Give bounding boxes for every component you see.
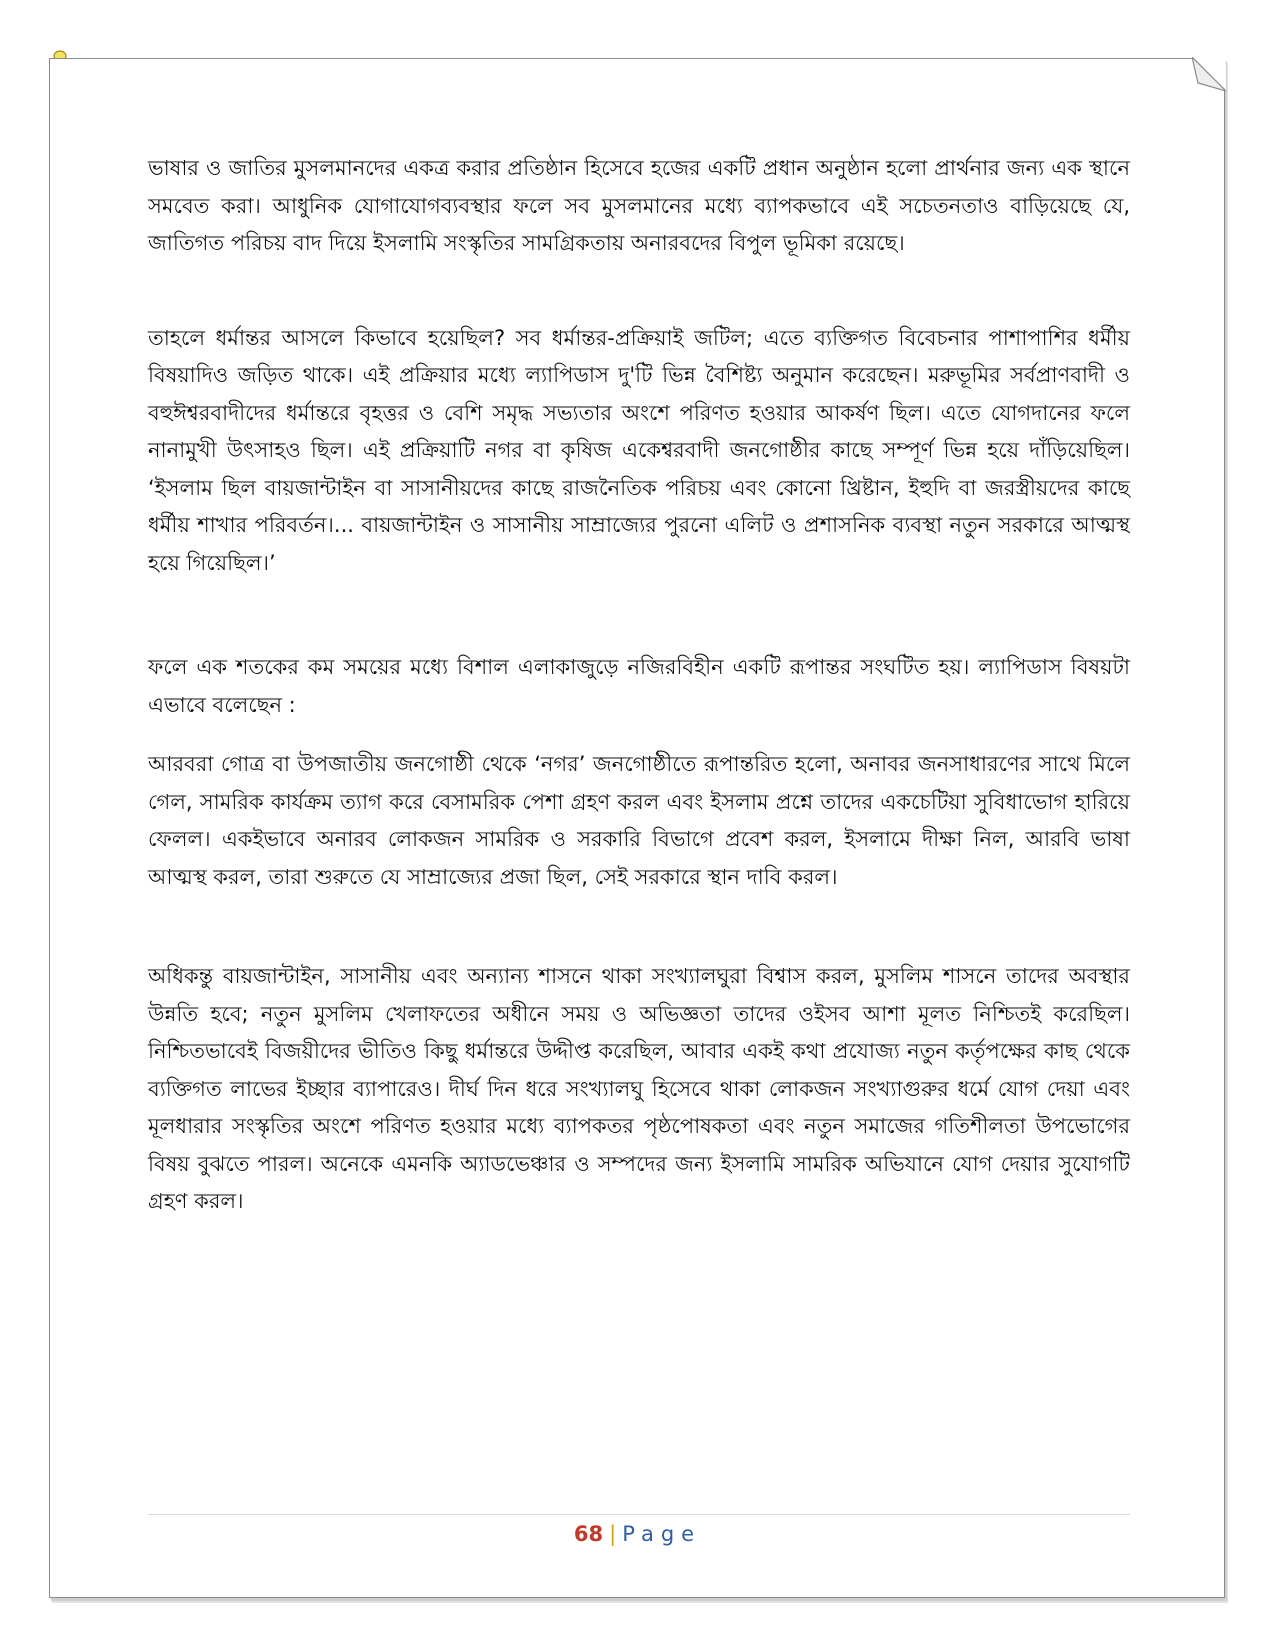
document-body — [148, 140, 1130, 1221]
paragraph: ফলে এক শতকের কম সময়ের মধ্যে বিশাল এলাকাজুড়ে নজিরবিহীন একটি রূপান্তর সংঘটিত হয়। ল্যাপিডাস বিষয়টা এভাবে বলেছেন : — [148, 655, 1130, 717]
page-number: 68 — [573, 1522, 604, 1546]
page-footer — [0, 1522, 1275, 1546]
paragraph: অধিকন্তু বায়জান্টাইন, সাসানীয় এবং অন্যান্য শাসনে থাকা সংখ্যালঘুরা বিশ্বাস করল, মুসলিম শাসনে তাদের অবস্থার উন্নতি হবে; নতুন মুসলিম খেলাফতের অধীনে সময় ও অভিজ্ঞতা তাদের ওইসব আশা মূলত নিশ্চিতই করেছিল। নিশ্চিতভাবেই বিজয়ীদের ভীতিও কিছু ধর্মান্তরে উদ্দীপ্ত করেছিল, আবার একই কথা প্রযোজ্য নতুন কর্তৃপক্ষের কাছ থেকে ব্যক্তিগত লাভের ইচ্ছার ব্যাপারেও। দীর্ঘ দিন ধরে সংখ্যালঘু হিসেবে থাকা লোকজন সংখ্যাগুরুর ধর্মে যোগ দেয়া এবং মূলধারার সংস্কৃতির অংশে পরিণত হওয়ার মধ্যে ব্যাপকতর পৃষ্ঠপোষকতা এবং নতুন সমাজের গতিশীলতা উপভোগের বিষয় বুঝতে পারল। অনেকে এমনকি অ্যাডভেঞ্চার ও সম্পদের জন্য ইসলামি সামরিক অভিযানে যোগ দেয়ার সুযোগটি গ্রহণ করল। — [148, 964, 1130, 1213]
paragraph: ভাষার ও জাতির মুসলমানদের একত্র করার প্রতিষ্ঠান হিসেবে হজের একটি প্রধান অনুষ্ঠান হলো প্রার্থনার জন্য এক স্থানে সমবেত করা। আধুনিক যোগাযোগব্যবস্থার ফলে সব মুসলমানের মধ্যে ব্যাপকভাবে এই সচেতনতাও বাড়িয়েছে যে, জাতিগত পরিচয় বাদ দিয়ে ইসলামি সংস্কৃতির সামগ্রিকতায় অনারবদের বিপুল ভূমিকা রয়েছে। — [148, 156, 1130, 255]
paragraph: তাহলে ধর্মান্তর আসলে কিভাবে হয়েছিল? সব ধর্মান্তর-প্রক্রিয়াই জটিল; এতে ব্যক্তিগত বিবেচনার পাশাপাশির ধর্মীয় বিষয়াদিও জড়িত থাকে। এই প্রক্রিয়ার মধ্যে ল্যাপিডাস দু'টি ভিন্ন বৈশিষ্ট্য অনুমান করেছেন। মরুভূমির সর্বপ্রাণবাদী ও বহুঈশ্বরবাদীদের ধর্মান্তরে বৃহত্তর ও বেশি সমৃদ্ধ সভ্যতার অংশে পরিণত হওয়ার আকর্ষণ ছিল। এতে যোগদানের ফলে নানামুখী উৎসাহও ছিল। এই প্রক্রিয়াটি নগর বা কৃষিজ একেশ্বরবাদী জনগোষ্ঠীর কাছে সম্পূর্ণ ভিন্ন হয়ে দাঁড়িয়েছিল। ‘ইসলাম ছিল বায়জান্টাইন বা সাসানীয়দের কাছে রাজনৈতিক পরিচয় এবং কোনো খ্রিষ্টান, ইহুদি বা জরস্ত্রীয়দের কাছে ধর্মীয় শাখার পরিবর্তন।... বায়জান্টাইন ও সাসানীয় সাম্রাজ্যের পুরনো এলিট ও প্রশাসনিক ব্যবস্থা নতুন সরকারে আত্মস্থ হয়ে গিয়েছিল।’ — [148, 325, 1130, 575]
footer-divider — [148, 1514, 1130, 1515]
block-quote: আরবরা গোত্র বা উপজাতীয় জনগোষ্ঠী থেকে ‘নগর’ জনগোষ্ঠীতে রূপান্তরিত হলো, অনাবর জনসাধারণের সাথে মিলে গেল, সামরিক কার্যক্রম ত্যাগ করে বেসামরিক পেশা গ্রহণ করল এবং ইসলাম প্রশ্নে তাদের একচেটিয়া সুবিধাভোগ হারিয়ে ফেলল। একইভাবে অনারব লোকজন সামরিক ও সরকারি বিভাগে প্রবেশ করল, ইসলামে দীক্ষা নিল, আরবি ভাষা আত্মস্থ করল, তারা শুরুতে যে সাম্রাজ্যের প্রজা ছিল, সেই সরকারে স্থান দাবি করল। — [148, 752, 1130, 889]
page-label: Page — [622, 1522, 702, 1546]
page-separator: | — [609, 1522, 617, 1546]
page-curl-corner — [1192, 57, 1226, 91]
